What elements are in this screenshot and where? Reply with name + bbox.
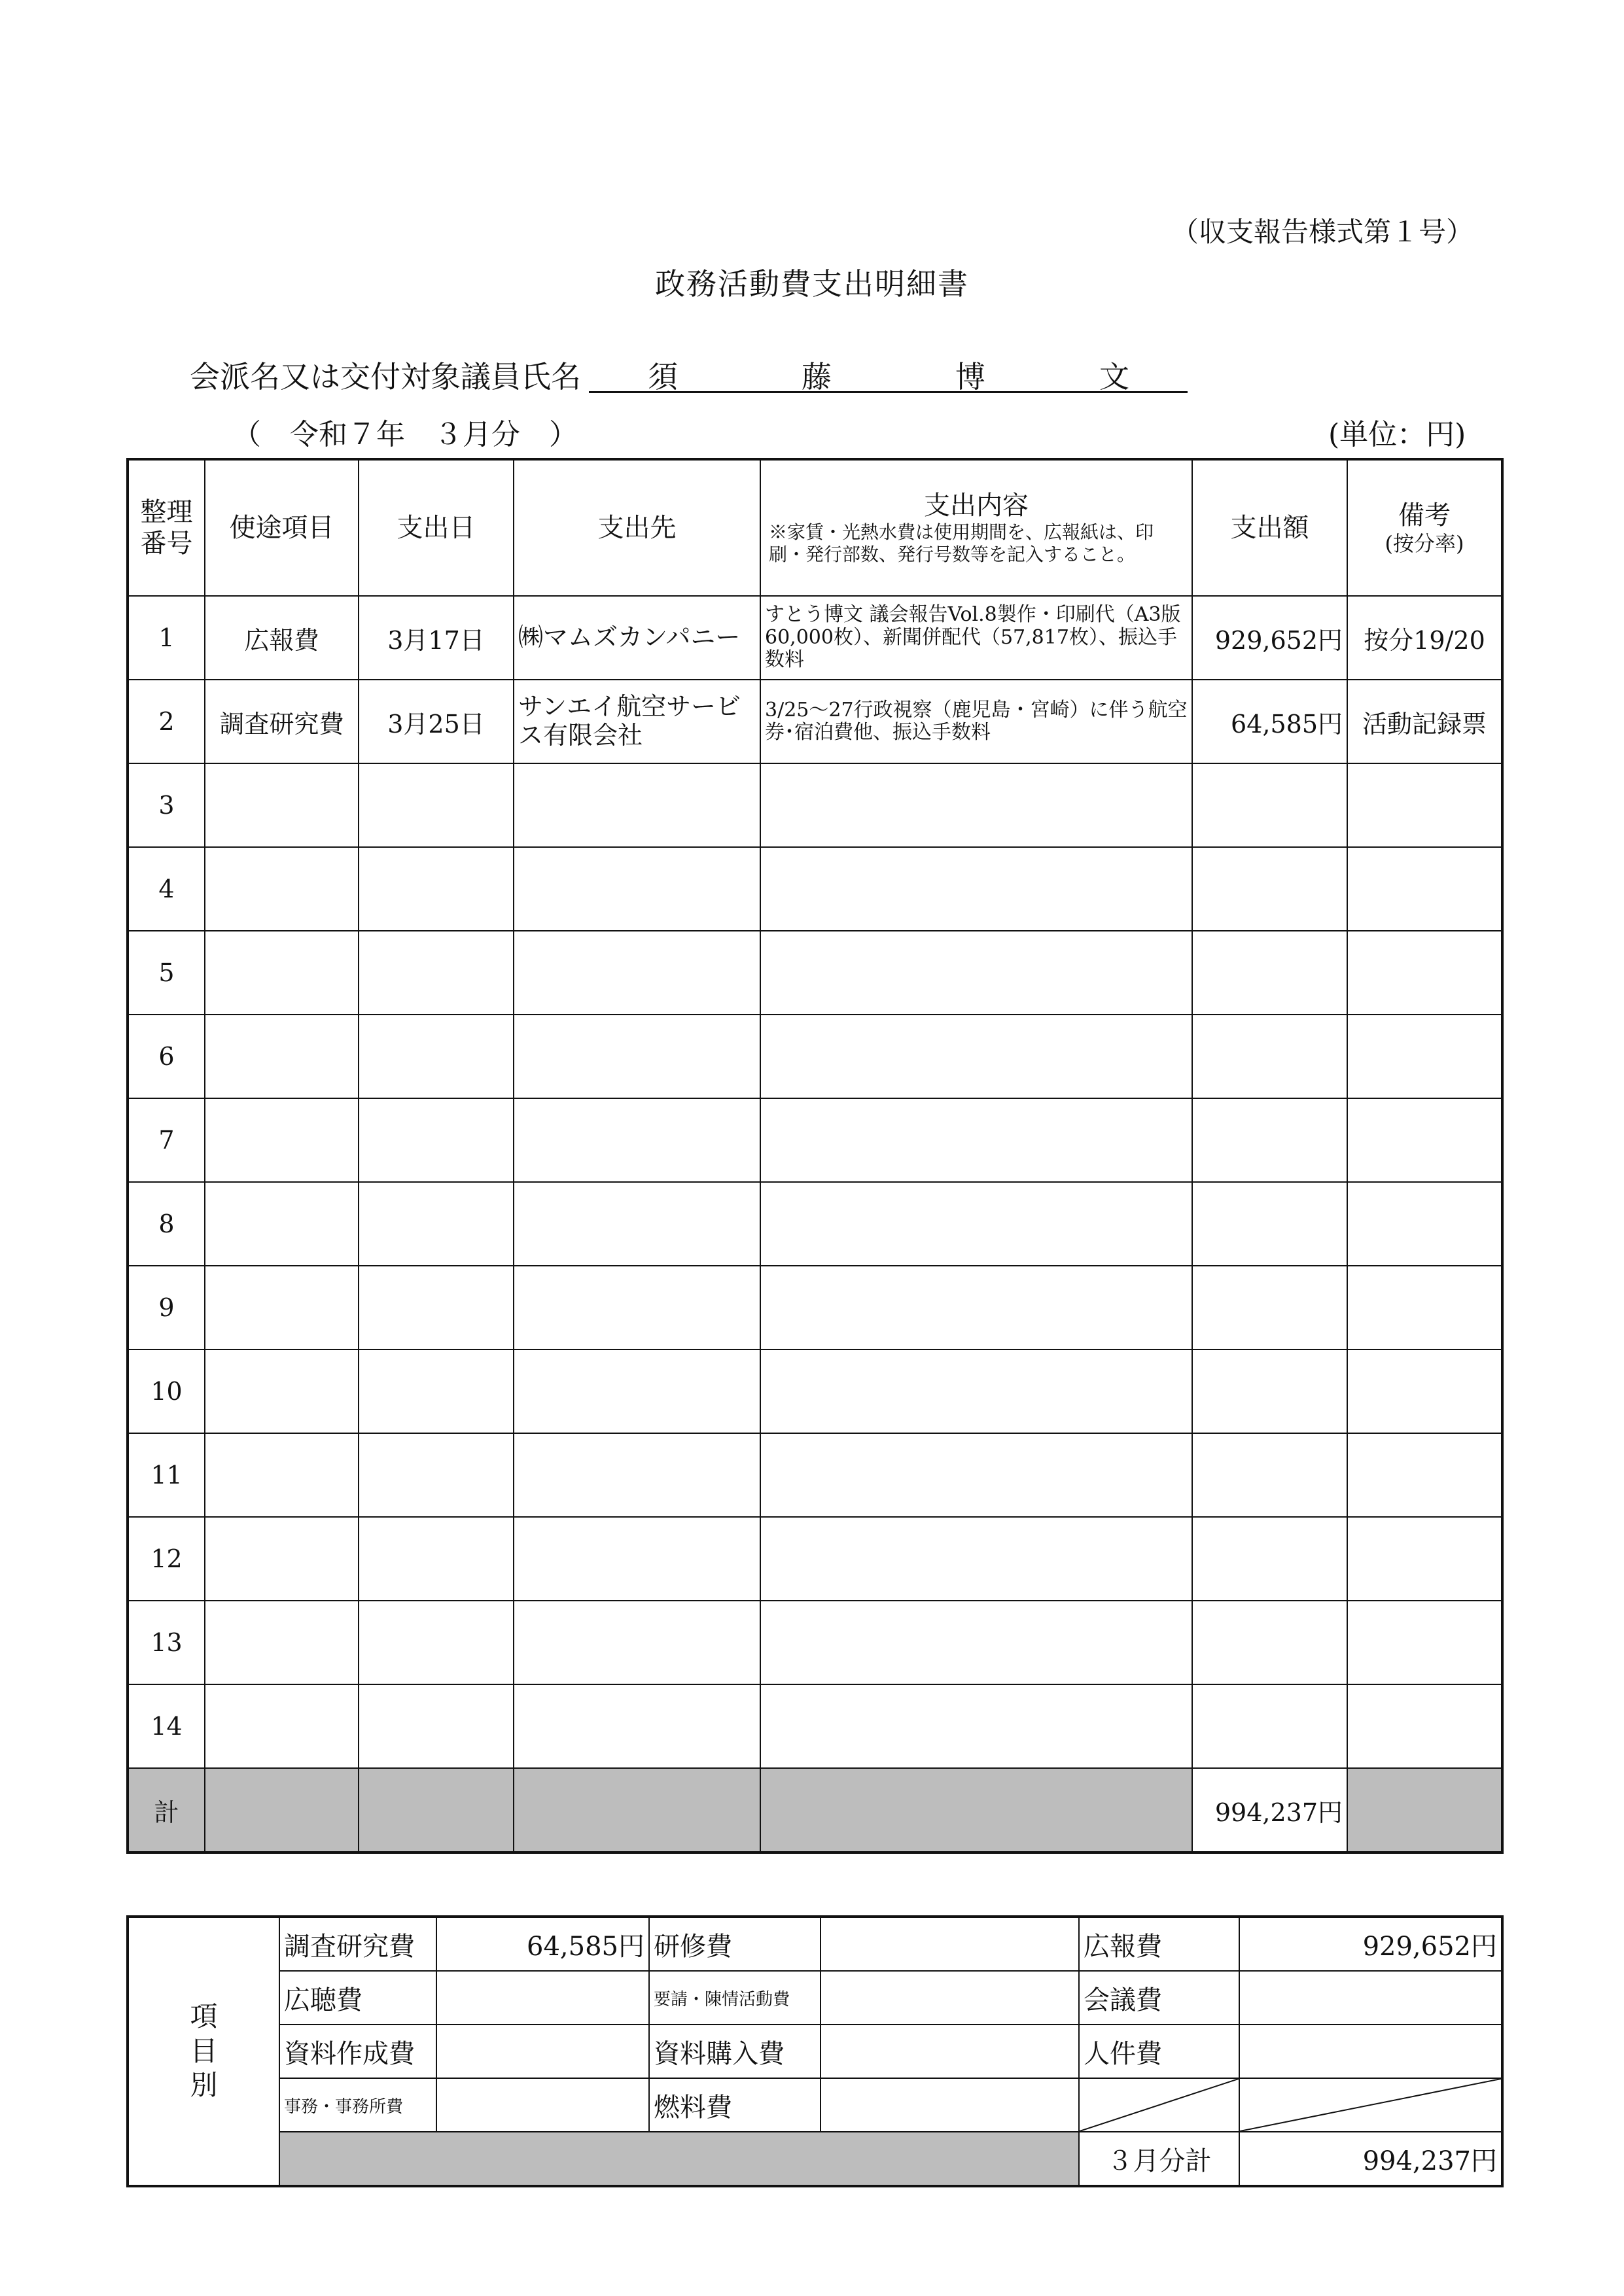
category-gray-blank xyxy=(279,2132,1079,2186)
member-name-char: 博 xyxy=(955,359,985,394)
row-number: 1 xyxy=(128,596,205,680)
row-amount xyxy=(1192,763,1347,847)
category-value-petition xyxy=(821,1971,1079,2025)
row-payee xyxy=(514,1098,760,1182)
row-amount xyxy=(1192,847,1347,931)
row-payee xyxy=(514,1433,760,1517)
table-row xyxy=(128,680,1502,763)
member-name-char: 文 xyxy=(1099,359,1129,394)
row-amount: 64,585円 xyxy=(1192,680,1347,763)
category-value-fuel xyxy=(821,2078,1079,2132)
table-row xyxy=(128,1433,1502,1517)
member-name-char: 須 xyxy=(648,359,678,394)
row-content xyxy=(760,1349,1192,1433)
header-remarks xyxy=(1347,459,1502,596)
total-blank xyxy=(1347,1768,1502,1852)
unit-label: (単位：円) xyxy=(1328,418,1466,451)
row-payee: ㈱マムズカンパニー xyxy=(514,596,760,680)
period: （ 令和７年 ３月分 ） xyxy=(232,418,578,451)
category-value-office xyxy=(436,2078,649,2132)
row-number: 7 xyxy=(128,1098,205,1182)
category-row xyxy=(128,1971,1502,2025)
row-number: 5 xyxy=(128,931,205,1015)
row-number: 11 xyxy=(128,1433,205,1517)
table-row xyxy=(128,1015,1502,1098)
row-remarks xyxy=(1347,931,1502,1015)
row-number: 9 xyxy=(128,1266,205,1349)
row-remarks xyxy=(1347,1433,1502,1517)
category-row xyxy=(128,2078,1502,2132)
row-remarks xyxy=(1347,1349,1502,1433)
row-payee xyxy=(514,1349,760,1433)
category-label-materials-buy: 資料購入費 xyxy=(649,2025,821,2078)
expense-detail-table xyxy=(126,458,1504,1854)
total-blank xyxy=(205,1768,359,1852)
total-blank xyxy=(359,1768,514,1852)
row-purpose xyxy=(205,1517,359,1601)
row-number: 8 xyxy=(128,1182,205,1266)
row-number: 10 xyxy=(128,1349,205,1433)
table-row xyxy=(128,1266,1502,1349)
row-date: 3月25日 xyxy=(359,680,514,763)
table-row xyxy=(128,847,1502,931)
row-amount xyxy=(1192,1266,1347,1349)
row-amount xyxy=(1192,1433,1347,1517)
category-summary-table xyxy=(126,1915,1504,2187)
category-value-materials-buy xyxy=(821,2025,1079,2078)
row-purpose xyxy=(205,1433,359,1517)
category-label-petition: 要請・陳情活動費 xyxy=(649,1971,821,2025)
category-label-hearing: 広聴費 xyxy=(279,1971,436,2025)
row-content xyxy=(760,1517,1192,1601)
row-date xyxy=(359,1349,514,1433)
row-number: 6 xyxy=(128,1015,205,1098)
month-total-label: ３月分計 xyxy=(1079,2132,1239,2186)
table-row xyxy=(128,1601,1502,1684)
row-amount xyxy=(1192,1517,1347,1601)
row-date xyxy=(359,1601,514,1684)
diagonal-blank-cell xyxy=(1239,2078,1502,2132)
row-purpose xyxy=(205,1098,359,1182)
row-purpose xyxy=(205,1349,359,1433)
category-label-personnel: 人件費 xyxy=(1079,2025,1239,2078)
header-payee: 支出先 xyxy=(514,459,760,596)
header-content-main: 支出内容 xyxy=(924,491,1029,521)
header-amount: 支出額 xyxy=(1192,459,1347,596)
category-label-fuel: 燃料費 xyxy=(649,2078,821,2132)
row-remarks xyxy=(1347,1601,1502,1684)
row-amount xyxy=(1192,1684,1347,1768)
row-number: 3 xyxy=(128,763,205,847)
row-content xyxy=(760,1684,1192,1768)
row-payee xyxy=(514,1517,760,1601)
category-value-meeting xyxy=(1239,1971,1502,2025)
header-number: 整理番号 xyxy=(128,459,205,596)
row-date xyxy=(359,1015,514,1098)
row-amount xyxy=(1192,1098,1347,1182)
row-date xyxy=(359,1433,514,1517)
category-row xyxy=(128,2025,1502,2078)
row-remarks xyxy=(1347,1182,1502,1266)
row-date xyxy=(359,763,514,847)
row-number: 4 xyxy=(128,847,205,931)
month-total-value: 994,237円 xyxy=(1239,2132,1502,2186)
header-remarks-sub: (按分率) xyxy=(1385,531,1464,556)
row-amount xyxy=(1192,1182,1347,1266)
row-payee: サンエイ航空サービス有限会社 xyxy=(514,680,760,763)
category-value-pr: 929,652円 xyxy=(1239,1917,1502,1971)
row-amount xyxy=(1192,1349,1347,1433)
header-date: 支出日 xyxy=(359,459,514,596)
table-row xyxy=(128,1517,1502,1601)
row-purpose xyxy=(205,931,359,1015)
row-payee xyxy=(514,931,760,1015)
total-row xyxy=(128,1768,1502,1852)
row-date xyxy=(359,931,514,1015)
form-number: （収支報告様式第１号） xyxy=(1171,216,1474,248)
row-content xyxy=(760,1182,1192,1266)
row-content xyxy=(760,1266,1192,1349)
category-value-training xyxy=(821,1917,1079,1971)
row-amount xyxy=(1192,1015,1347,1098)
category-label-office: 事務・事務所費 xyxy=(279,2078,436,2132)
row-purpose xyxy=(205,847,359,931)
row-amount xyxy=(1192,1601,1347,1684)
category-value-research: 64,585円 xyxy=(436,1917,649,1971)
category-row xyxy=(128,1917,1502,1971)
category-side-label: 項目別 xyxy=(128,1917,279,2186)
row-payee xyxy=(514,1266,760,1349)
document-title: 政務活動費支出明細書 xyxy=(655,266,969,302)
total-blank xyxy=(514,1768,760,1852)
row-amount: 929,652円 xyxy=(1192,596,1347,680)
row-content xyxy=(760,1601,1192,1684)
category-value-hearing xyxy=(436,1971,649,2025)
row-remarks xyxy=(1347,1684,1502,1768)
row-content: 3/25～27行政視察（鹿児島・宮崎）に伴う航空券･宿泊費他、振込手数料 xyxy=(760,680,1192,763)
row-purpose xyxy=(205,1684,359,1768)
row-number: 14 xyxy=(128,1684,205,1768)
category-label-materials-make: 資料作成費 xyxy=(279,2025,436,2078)
row-date xyxy=(359,1266,514,1349)
row-purpose xyxy=(205,1266,359,1349)
row-payee xyxy=(514,1684,760,1768)
row-payee xyxy=(514,847,760,931)
category-total-row xyxy=(128,2132,1502,2186)
row-date xyxy=(359,1098,514,1182)
header-purpose: 使途項目 xyxy=(205,459,359,596)
row-date xyxy=(359,847,514,931)
member-name-char: 藤 xyxy=(802,359,832,394)
row-number: 2 xyxy=(128,680,205,763)
category-value-personnel xyxy=(1239,2025,1502,2078)
row-remarks xyxy=(1347,1098,1502,1182)
table-row xyxy=(128,1684,1502,1768)
table-header-row xyxy=(128,459,1502,596)
header-content-note: ※家賃・光熱水費は使用期間を、広報紙は、印刷・発行部数、発行号数等を記入すること。 xyxy=(769,521,1154,565)
row-purpose: 広報費 xyxy=(205,596,359,680)
row-content xyxy=(760,931,1192,1015)
category-label-meeting: 会議費 xyxy=(1079,1971,1239,2025)
table-row xyxy=(128,596,1502,680)
row-remarks xyxy=(1347,763,1502,847)
row-number: 12 xyxy=(128,1517,205,1601)
row-content xyxy=(760,1098,1192,1182)
row-content xyxy=(760,1015,1192,1098)
row-remarks xyxy=(1347,847,1502,931)
row-number: 13 xyxy=(128,1601,205,1684)
table-row xyxy=(128,1098,1502,1182)
row-remarks: 活動記録票 xyxy=(1347,680,1502,763)
row-remarks xyxy=(1347,1015,1502,1098)
table-row xyxy=(128,1182,1502,1266)
category-label-training: 研修費 xyxy=(649,1917,821,1971)
row-content xyxy=(760,1433,1192,1517)
table-row xyxy=(128,1349,1502,1433)
header-content xyxy=(760,459,1192,596)
row-payee xyxy=(514,1182,760,1266)
category-label-research: 調査研究費 xyxy=(279,1917,436,1971)
diagonal-blank-cell xyxy=(1079,2078,1239,2132)
member-label: 会派名又は交付対象議員氏名 xyxy=(190,359,581,394)
row-amount xyxy=(1192,931,1347,1015)
row-payee xyxy=(514,763,760,847)
row-date: 3月17日 xyxy=(359,596,514,680)
row-content xyxy=(760,763,1192,847)
row-purpose xyxy=(205,763,359,847)
row-remarks xyxy=(1347,1266,1502,1349)
member-name xyxy=(589,353,1188,393)
row-date xyxy=(359,1517,514,1601)
row-purpose xyxy=(205,1601,359,1684)
table-row xyxy=(128,931,1502,1015)
row-purpose xyxy=(205,1015,359,1098)
category-label-pr: 広報費 xyxy=(1079,1917,1239,1971)
table-row xyxy=(128,763,1502,847)
row-content xyxy=(760,847,1192,931)
row-payee xyxy=(514,1601,760,1684)
row-date xyxy=(359,1684,514,1768)
row-remarks xyxy=(1347,1517,1502,1601)
row-purpose: 調査研究費 xyxy=(205,680,359,763)
total-label: 計 xyxy=(128,1768,205,1852)
category-value-materials-make xyxy=(436,2025,649,2078)
row-content: すとう博文 議会報告Vol.8製作・印刷代（A3版60,000枚）、新聞併配代（57,817枚）、振込手数料 xyxy=(760,596,1192,680)
total-blank xyxy=(760,1768,1192,1852)
header-remarks-main: 備考 xyxy=(1398,500,1451,531)
row-remarks: 按分19/20 xyxy=(1347,596,1502,680)
row-purpose xyxy=(205,1182,359,1266)
row-date xyxy=(359,1182,514,1266)
row-payee xyxy=(514,1015,760,1098)
total-amount: 994,237円 xyxy=(1192,1768,1347,1852)
